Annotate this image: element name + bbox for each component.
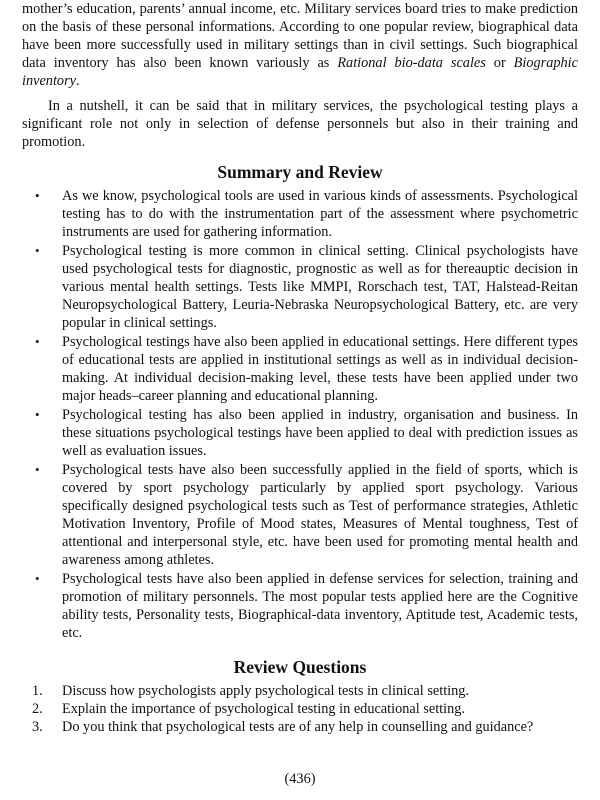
summary-list	[22, 187, 578, 642]
bullet-icon: •	[35, 407, 40, 422]
summary-item	[22, 187, 578, 241]
intro-text-start: mother’s education, parents’ annual income, etc. Military services board tries to make prediction on the basis of these personal informations. According to one popular review, biographical data have been more successfully used in military settings than in civil settings. Such biographical data inventory has also been known variously as	[22, 1, 578, 71]
question-number: 1.	[32, 683, 43, 699]
summary-item	[22, 461, 578, 569]
summary-item-text: Psychological testing is more common in clinical setting. Clinical psychologists have used psychological tests for diagnostic, prognostic as well as for thereauptic decision in various mental health settings. Tests like MMPI, Rorschach test, TAT, Halstead-Reitan Neuropsychological Battery, Leuria-Nebraska Neuropsychological Battery, etc. are very popular in clinical settings.	[62, 243, 578, 331]
summary-item	[22, 242, 578, 332]
summary-item-text: Psychological testings have also been applied in educational settings. Here different types of educational tests are applied in institutional settings as well as in individual decision-making. At individual decision-making level, these tests have been applied under two major heads–career planning and educational planning.	[62, 334, 578, 404]
summary-item-text: Psychological testing has also been applied in industry, organisation and business. In these situations psychological testings have been applied to deal with prediction issues as well as evaluation issues.	[62, 407, 578, 459]
bullet-icon: •	[35, 334, 40, 349]
review-question	[22, 700, 578, 718]
bullet-icon: •	[35, 462, 40, 477]
intro-connector: or	[485, 55, 514, 71]
intro-paragraph	[22, 0, 578, 90]
page-number: (436)	[284, 771, 316, 787]
bullet-icon: •	[35, 243, 40, 258]
question-text: Do you think that psychological tests are of any help in counselling and guidance?	[62, 719, 534, 735]
bullet-icon: •	[35, 571, 40, 586]
summary-item	[22, 333, 578, 405]
summary-item	[22, 406, 578, 460]
summary-heading: Summary and Review	[217, 162, 383, 182]
question-text: Discuss how psychologists apply psychological tests in clinical setting.	[62, 683, 470, 699]
term-biographic-inventory: Biographic inventory	[22, 55, 578, 89]
question-number: 3.	[32, 719, 43, 735]
bullet-icon: •	[35, 188, 40, 203]
review-question	[22, 718, 578, 736]
review-questions-list	[22, 682, 578, 736]
summary-item-text: Psychological tests have also been successfully applied in the field of sports, which is covered by sport psychology particularly by applied sport psychology. Various specifically designed psychological tests such as Test of performance strategies, Athletic Motivation Inventory, Profile of Mood states, Measures of Mental toughness, Test of attentional and interpersonal style, etc. have been used for promoting mental health and awareness among athletes.	[62, 462, 578, 568]
intro-text-end: .	[76, 73, 80, 89]
summary-item	[22, 570, 578, 642]
term-rational-bio-data-scales: Rational bio-data scales	[337, 55, 486, 71]
nutshell-paragraph: In a nutshell, it can be said that in military services, the psychological testing plays a significant role not only in selection of defense personnels but also in their training and promotion.	[22, 98, 578, 150]
summary-item-text: Psychological tests have also been applied in defense services for selection, training and promotion of military personnels. The most popular tests applied here are the Cognitive ability tests, Personality tests, Biographical-data inventory, Aptitude test, Academic tests, etc.	[62, 571, 578, 641]
question-number: 2.	[32, 701, 43, 717]
review-question	[22, 682, 578, 700]
review-questions-heading: Review Questions	[233, 657, 367, 677]
summary-item-text: As we know, psychological tools are used in various kinds of assessments. Psychological testing has to do with the instrumentation part of the assessment where psychometric instruments are used for gathering information.	[62, 188, 578, 240]
question-text: Explain the importance of psychological testing in educational setting.	[62, 701, 465, 717]
